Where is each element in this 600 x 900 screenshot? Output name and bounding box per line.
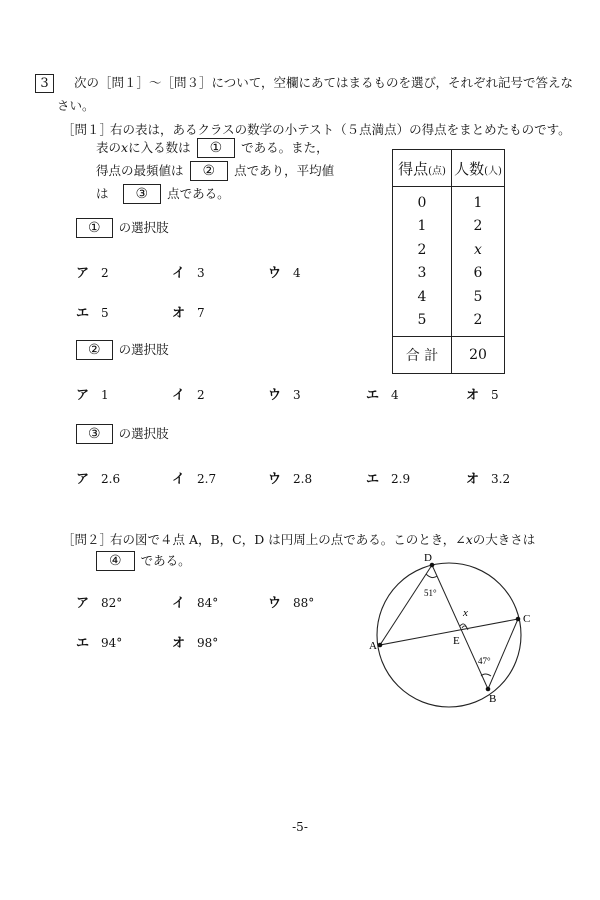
intro-text: 次の［問１］～［問３］について，空欄にあてはまるものを選び，それぞれ記号で答えな xyxy=(74,75,574,90)
label-angle-b: 47° xyxy=(478,656,491,666)
q1-line2-pre: 表の xyxy=(96,140,122,155)
blank-2: ② xyxy=(190,161,229,181)
choice-1-c[interactable]: ウ 4 xyxy=(268,266,301,281)
label-c: C xyxy=(523,613,531,625)
blank-4: ④ xyxy=(96,551,135,571)
choice-1-e[interactable]: オ 7 xyxy=(172,306,205,321)
table-cell: 1 xyxy=(452,187,505,215)
point-b xyxy=(486,687,491,692)
circle xyxy=(377,563,521,707)
choices-3-header xyxy=(76,424,169,444)
choice-2-c[interactable]: ウ 3 xyxy=(268,388,301,403)
chord-db xyxy=(432,565,488,689)
choice-3-c[interactable]: ウ 2.8 xyxy=(268,472,313,487)
table-cell: 6 xyxy=(452,262,505,286)
q1-line3-pre: 得点の最頻値は xyxy=(96,163,184,178)
table-cell: 5 xyxy=(452,285,505,309)
choice-3-e[interactable]: オ 3.2 xyxy=(466,472,511,487)
q1-line3 xyxy=(96,161,334,181)
choices-label: の選択肢 xyxy=(118,426,169,441)
choice-1-d[interactable]: エ 5 xyxy=(76,306,109,321)
choice-2-d[interactable]: エ 4 xyxy=(366,388,399,403)
var-x: x xyxy=(121,140,129,155)
label-d: D xyxy=(424,552,432,564)
choice-4-e[interactable]: オ 98° xyxy=(172,636,219,651)
choice-3-b[interactable]: イ 2.7 xyxy=(172,472,217,487)
blank-2-ref: ② xyxy=(76,340,113,360)
q1-line4-pre: は xyxy=(96,186,109,201)
table-cell: 4 xyxy=(393,285,452,309)
choices-label: の選択肢 xyxy=(118,342,169,357)
choice-4-c[interactable]: ウ 88° xyxy=(268,596,315,611)
header-count: 人数(人) xyxy=(452,150,505,187)
q1-line2-post: である。また， xyxy=(241,140,329,155)
angle-arc-d xyxy=(426,574,437,578)
blank-3-ref: ③ xyxy=(76,424,113,444)
table-cell: 3 xyxy=(393,262,452,286)
table-cell: 2 xyxy=(452,215,505,239)
table-cell: x xyxy=(452,238,505,262)
blank-1: ① xyxy=(197,138,236,158)
page-number: -5- xyxy=(292,820,308,834)
label-angle-x: x xyxy=(463,607,468,619)
table-cell: 2 xyxy=(393,238,452,262)
label-b: B xyxy=(489,693,497,705)
choice-2-e[interactable]: オ 5 xyxy=(466,388,499,403)
q2-label: ［問２］ xyxy=(62,532,113,547)
var-x: x xyxy=(465,532,473,547)
total-label: 合 計 xyxy=(393,337,452,374)
q1-line4 xyxy=(96,184,230,204)
q1-line4-post: 点である。 xyxy=(167,186,230,201)
choice-3-d[interactable]: エ 2.9 xyxy=(366,472,411,487)
q1-text: 右の表は，あるクラスの数学の小テスト（５点満点）の得点をまとめたものです。 xyxy=(110,122,571,137)
q2-line2-post: である。 xyxy=(140,553,191,568)
table-cell: 5 xyxy=(393,309,452,337)
problem-number-box: 3 xyxy=(35,74,54,93)
choice-4-b[interactable]: イ 84° xyxy=(172,596,219,611)
intro-text-cont: さい。 xyxy=(57,98,95,113)
score-table xyxy=(392,149,505,374)
choice-1-b[interactable]: イ 3 xyxy=(172,266,205,281)
q2-line2 xyxy=(96,551,191,571)
label-angle-d: 51° xyxy=(424,588,437,598)
q2-text-main: 右の図で４点 A，B，C，D は円周上の点である。このとき，∠ xyxy=(110,532,466,547)
chord-ac xyxy=(380,619,518,645)
blank-3: ③ xyxy=(123,184,162,204)
choice-4-a[interactable]: ア 82° xyxy=(76,596,123,611)
choices-1-header xyxy=(76,218,169,238)
q1-line3-post: 点であり，平均値 xyxy=(234,163,335,178)
choices-2-header xyxy=(76,340,169,360)
choice-2-b[interactable]: イ 2 xyxy=(172,388,205,403)
choice-2-a[interactable]: ア 1 xyxy=(76,388,109,403)
choices-label: の選択肢 xyxy=(118,220,169,235)
choice-1-a[interactable]: ア 2 xyxy=(76,266,109,281)
q2-text xyxy=(110,530,535,548)
total-value: 20 xyxy=(452,337,505,374)
point-a xyxy=(378,643,383,648)
q1-label: ［問１］ xyxy=(62,122,113,137)
label-e: E xyxy=(453,635,460,647)
q1-line2-mid: に入る数は xyxy=(128,140,191,155)
q1-line2 xyxy=(96,138,329,158)
chord-bc xyxy=(488,619,518,689)
table-cell: 1 xyxy=(393,215,452,239)
table-cell: 0 xyxy=(393,187,452,215)
circle-figure xyxy=(360,550,540,710)
label-a: A xyxy=(369,640,377,652)
header-score: 得点(点) xyxy=(393,150,452,187)
choice-3-a[interactable]: ア 2.6 xyxy=(76,472,121,487)
table-cell: 2 xyxy=(452,309,505,337)
blank-1-ref: ① xyxy=(76,218,113,238)
point-c xyxy=(516,617,521,622)
choice-4-d[interactable]: エ 94° xyxy=(76,636,123,651)
q2-text-end: の大きさは xyxy=(472,532,536,547)
